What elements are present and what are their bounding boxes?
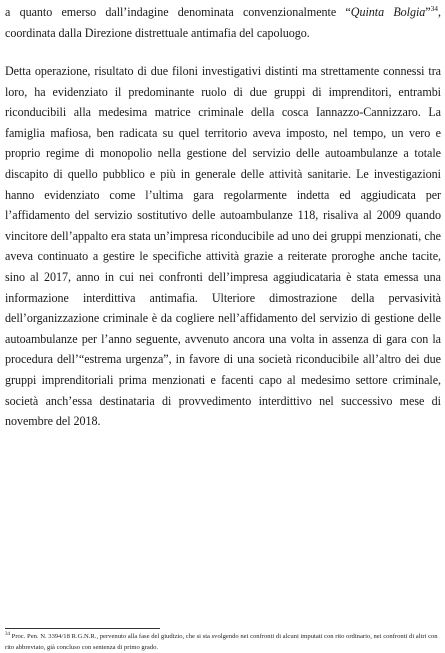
paragraph-intro-text: a quanto emerso dall’indagine denominata convenzionalmente “ <box>5 5 351 19</box>
footnote-number: 34 <box>5 631 10 637</box>
footnote <box>5 632 441 653</box>
paragraph-intro-tail: , coordinata dalla Direzione distrettuale antimafia del capoluogo. <box>5 5 441 40</box>
footnote-text: Proc. Pen. N. 3394/18 R.G.N.R., pervenuto alla fase del giudizio, che si sta svolgendo nei confronti di alcuni imputati con rito ordinario, nei confronti di altri con rito abbreviato, già concluso con sentenza di primo grado. <box>5 633 438 651</box>
document-page <box>5 0 441 653</box>
closing-quote: ” <box>425 5 431 19</box>
paragraph-body: Detta operazione, risultato di due filoni investigativi distinti ma strettamente connessi tra loro, ha evidenziato il predominante ruolo di due gruppi di imprenditori, entrambi riconducibili alla medesima matrice criminale della cosca Iannazzo-Cannizzaro. La famiglia mafiosa, ben radicata su quel territorio aveva imposto, nel tempo, un vero e proprio regime di monopolio nella gestione del servizio delle autoambulanze a totale discapito di quello pubblico e più in generale delle attività sanitarie. Le investigazioni hanno evidenziato come l’ultima gara regolarmente indetta ed aggiudicata per l’affidamento del servizio sostitutivo delle autoambulanze 118, risaliva al 2009 quando vincitore dell’appalto era stata un’impresa riconducibile ad uno dei gruppi menzionati, che aveva continuato a gestire le specifiche attività grazie a reiterate proroghe anche tacite, sino al 2017, anno in cui nei confronti dell’impresa aggiudicataria è stata emessa una informazione interdittiva antimafia. Ulteriore dimostrazione della pervasività dell’organizzazione criminale è da cogliere nell’affidamento del servizio di gestione delle autoambulanze per l’anno seguente, avvenuto ancora una volta in assenza di gara con la procedura dell’“estrema urgenza”, in favore di una società riconducibile all’altro dei due gruppi imprenditoriali prima menzionati e facenti capo al medesimo settore criminale, società anch’essa destinataria di provvedimento interdittivo nel successivo mese di novembre del 2018. <box>5 64 441 429</box>
operation-name: Quinta Bolgia <box>350 5 426 19</box>
footnote-reference[interactable]: 34 <box>430 3 439 13</box>
footnote-separator <box>5 628 160 629</box>
paragraph-intro <box>5 2 441 43</box>
